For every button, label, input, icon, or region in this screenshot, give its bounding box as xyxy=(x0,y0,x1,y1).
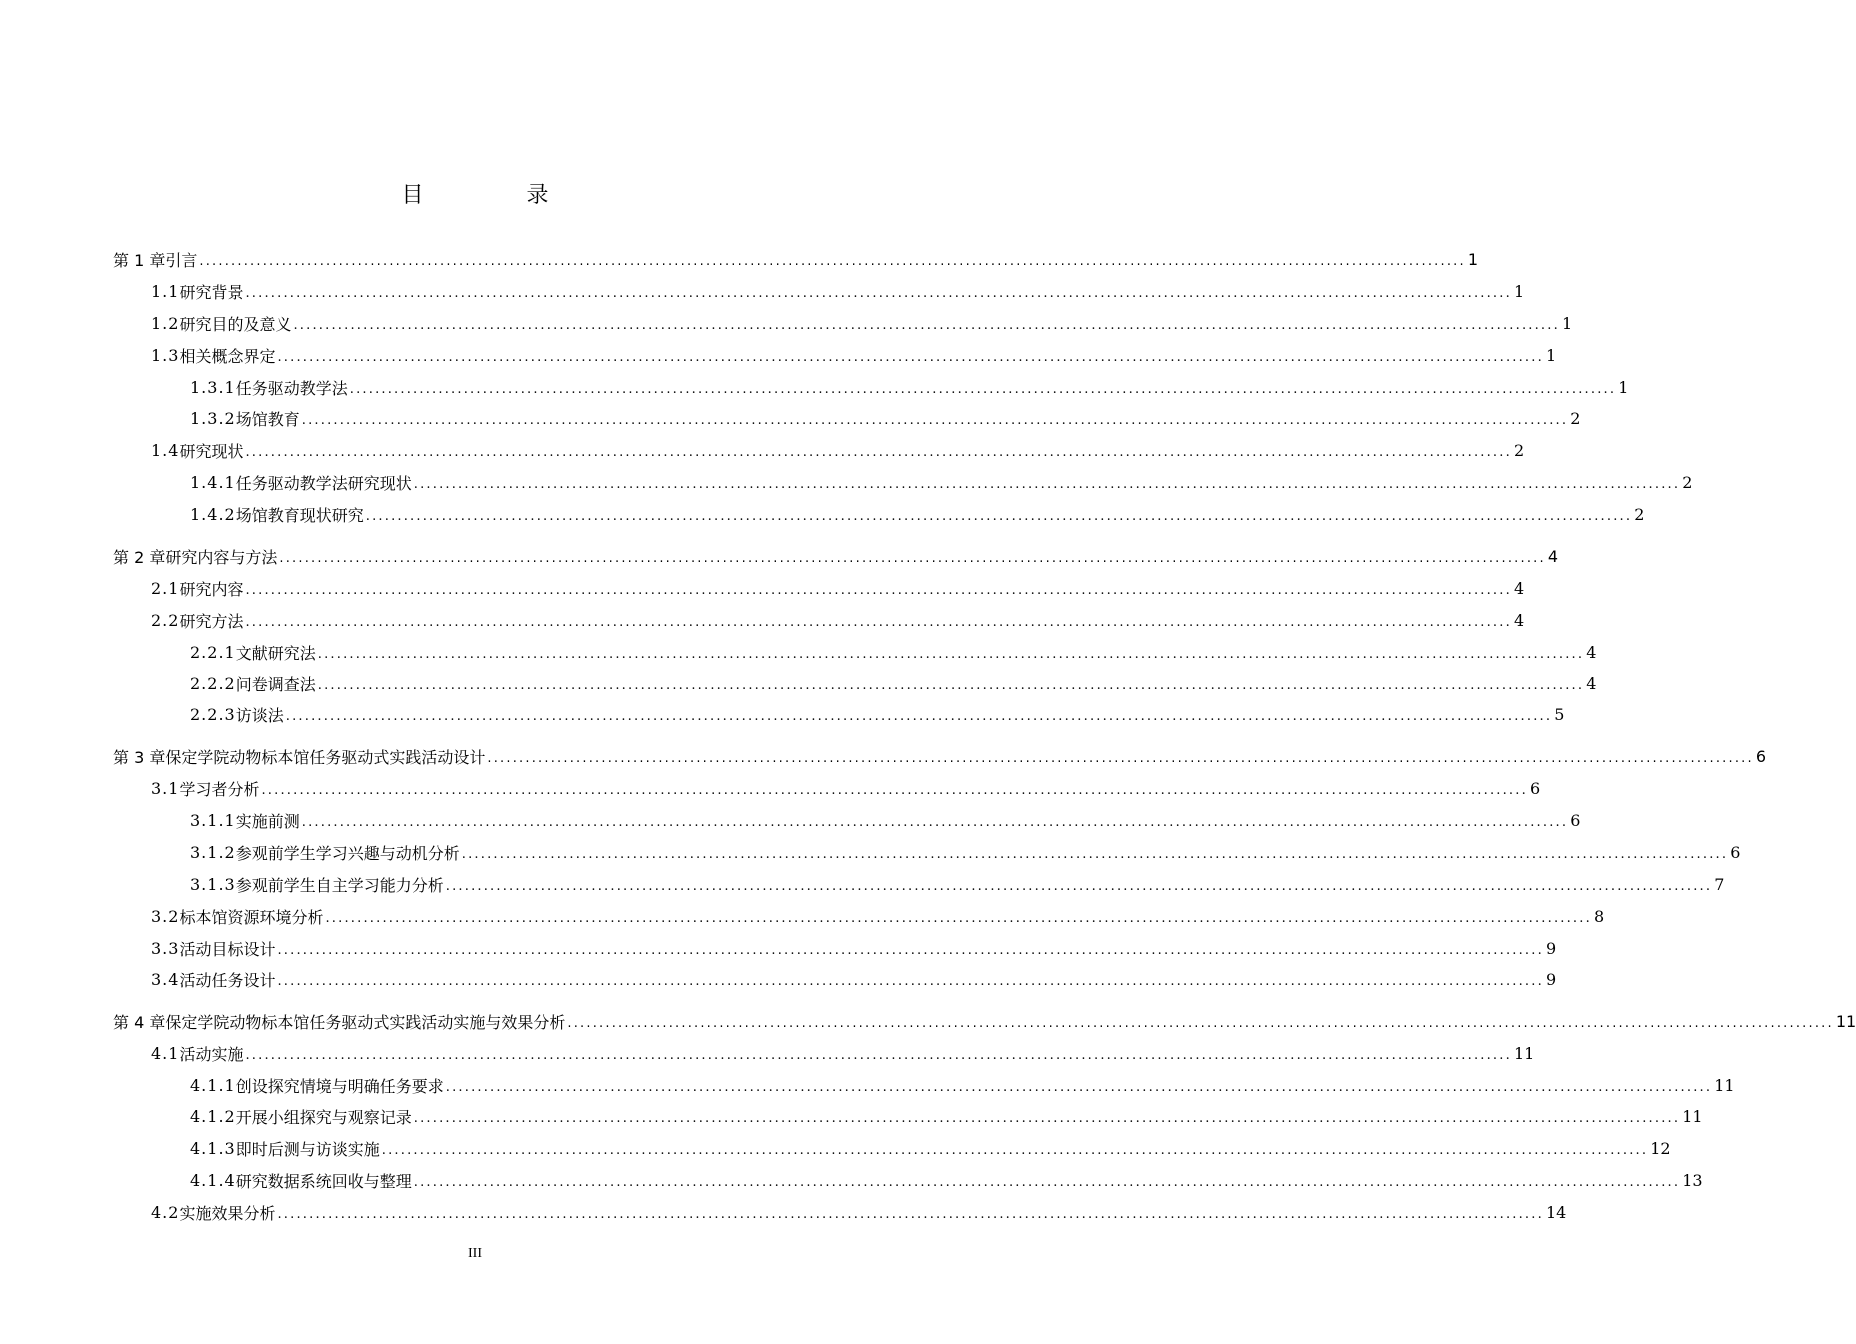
toc-entry-number: 3.4 xyxy=(151,969,180,989)
toc-entry-number: 1.4.1 xyxy=(190,472,236,492)
toc-entry-title: 研究背景 xyxy=(179,282,244,302)
toc-entry-title: 学习者分析 xyxy=(179,779,260,799)
toc-entry-page: 6 xyxy=(1755,746,1767,766)
toc-entry[interactable] xyxy=(190,469,1693,495)
toc-leader-dots: ........................................................................................................................................................................................................ xyxy=(413,476,1681,492)
toc-entry-page: 11 xyxy=(1714,1075,1735,1095)
toc-entry-page: 1 xyxy=(1618,377,1629,397)
toc-entry-page: 1 xyxy=(1545,345,1557,365)
toc-entry[interactable] xyxy=(190,405,1581,431)
toc-entry-title: 参观前学生学习兴趣与动机分析 xyxy=(235,843,460,863)
toc-leader-dots: ........................................................................................................................................................................................................ xyxy=(277,1206,1544,1222)
toc-entry[interactable] xyxy=(113,246,1479,272)
toc-leader-dots: ........................................................................................................................................................................................................ xyxy=(293,317,1560,333)
toc-entry[interactable] xyxy=(190,807,1581,833)
toc-entry[interactable] xyxy=(190,701,1565,727)
toc-leader-dots: ........................................................................................................................................................................................................ xyxy=(277,349,1544,365)
toc-entry[interactable] xyxy=(151,342,1557,368)
toc-entry-number: 第 2 章 xyxy=(113,547,166,567)
toc-entry-page: 6 xyxy=(1529,778,1541,798)
toc-leader-dots: ........................................................................................................................................................................................................ xyxy=(365,508,1633,524)
toc-entry-number: 1.1 xyxy=(151,281,180,301)
toc-entry-number: 3.1.1 xyxy=(190,810,236,830)
toc-entry-number: 1.2 xyxy=(151,313,180,333)
toc-entry[interactable] xyxy=(151,966,1557,992)
toc-entry[interactable] xyxy=(190,670,1597,696)
toc-entry-page: 9 xyxy=(1545,938,1557,958)
toc-entry-title: 场馆教育 xyxy=(235,409,300,429)
toc-leader-dots: ........................................................................................................................................................................................................ xyxy=(461,846,1729,862)
toc-leader-dots: ........................................................................................................................................................................................................ xyxy=(245,1047,1512,1063)
toc-entry-title: 实施前测 xyxy=(235,811,300,831)
toc-entry[interactable] xyxy=(113,1008,1856,1034)
toc-leader-dots: ........................................................................................................................................................................................................ xyxy=(245,614,1512,630)
toc-entry-number: 4.1.1 xyxy=(190,1075,236,1095)
toc-leader-dots: ........................................................................................................................................................................................................ xyxy=(445,1079,1713,1095)
toc-leader-dots: ........................................................................................................................................................................................................ xyxy=(301,814,1569,830)
toc-entry[interactable] xyxy=(151,437,1525,463)
toc-entry-title: 问卷调查法 xyxy=(235,674,316,694)
toc-entry[interactable] xyxy=(190,1135,1671,1161)
toc-entry-title: 活动目标设计 xyxy=(179,939,276,959)
toc-entry-title: 任务驱动教学法研究现状 xyxy=(235,473,412,493)
toc-entry-number: 4.1 xyxy=(151,1043,180,1063)
toc-entry[interactable] xyxy=(190,374,1629,400)
toc-entry-title: 引言 xyxy=(165,250,198,270)
toc-entry-number: 4.1.4 xyxy=(190,1170,236,1190)
toc-entry-title: 场馆教育现状研究 xyxy=(235,505,364,525)
toc-leader-dots: ........................................................................................................................................................................................................ xyxy=(567,1015,1834,1031)
toc-entry-page: 4 xyxy=(1586,642,1597,662)
toc-entry[interactable] xyxy=(151,903,1605,929)
toc-entry-title: 研究数据系统回收与整理 xyxy=(235,1171,412,1191)
toc-entry-number: 1.3 xyxy=(151,345,180,365)
toc-entry-title: 即时后测与访谈实施 xyxy=(235,1139,380,1159)
toc-entry-page: 1 xyxy=(1467,249,1479,269)
toc-entry-page: 2 xyxy=(1570,408,1581,428)
toc-entry[interactable] xyxy=(151,607,1525,633)
toc-entry-page: 4 xyxy=(1513,610,1525,630)
toc-entry-title: 标本馆资源环境分析 xyxy=(179,907,324,927)
toc-entry-page: 4 xyxy=(1547,546,1559,566)
toc-entry-title: 文献研究法 xyxy=(235,643,316,663)
toc-entry-number: 3.3 xyxy=(151,938,180,958)
toc-entry-title: 研究方法 xyxy=(179,611,244,631)
toc-entry[interactable] xyxy=(151,278,1525,304)
toc-entry-page: 11 xyxy=(1682,1106,1703,1126)
toc-entry-number: 4.1.2 xyxy=(190,1106,236,1126)
toc-entry[interactable] xyxy=(190,501,1645,527)
toc-entry[interactable] xyxy=(151,310,1573,336)
toc-leader-dots: ........................................................................................................................................................................................................ xyxy=(413,1174,1681,1190)
toc-entry-page: 1 xyxy=(1561,313,1573,333)
toc-entry-page: 4 xyxy=(1513,578,1525,598)
toc-entry-title: 活动任务设计 xyxy=(179,970,276,990)
toc-entry[interactable] xyxy=(190,1072,1735,1098)
toc-leader-dots: ........................................................................................................................................................................................................ xyxy=(445,878,1713,894)
toc-entry-number: 1.4 xyxy=(151,440,180,460)
toc-entry-page: 2 xyxy=(1634,504,1645,524)
toc-entry-title: 创设探究情境与明确任务要求 xyxy=(235,1076,444,1096)
toc-entry-number: 3.1 xyxy=(151,778,180,798)
toc-entry-page: 5 xyxy=(1554,704,1565,724)
toc-entry-title: 任务驱动教学法 xyxy=(235,378,348,398)
toc-leader-dots: ........................................................................................................................................................................................................ xyxy=(317,677,1585,693)
toc-entry-page: 13 xyxy=(1682,1170,1703,1190)
toc-entry-title: 保定学院动物标本馆任务驱动式实践活动实施与效果分析 xyxy=(165,1012,566,1032)
toc-leader-dots: ........................................................................................................................................................................................................ xyxy=(245,582,1512,598)
toc-entry[interactable] xyxy=(151,775,1541,801)
toc-leader-dots: ........................................................................................................................................................................................................ xyxy=(199,253,1466,269)
toc-leader-dots: ........................................................................................................................................................................................................ xyxy=(413,1110,1681,1126)
toc-entry-page: 11 xyxy=(1513,1043,1535,1063)
toc-entry[interactable] xyxy=(190,639,1597,665)
toc-leader-dots: ........................................................................................................................................................................................................ xyxy=(277,973,1544,989)
toc-entry-page: 2 xyxy=(1682,472,1693,492)
toc-entry-page: 11 xyxy=(1835,1011,1856,1031)
toc-entry-title: 开展小组探究与观察记录 xyxy=(235,1107,412,1127)
toc-entry-number: 1.3.1 xyxy=(190,377,236,397)
toc-leader-dots: ........................................................................................................................................................................................................ xyxy=(245,285,1512,301)
toc-leader-dots: ........................................................................................................................................................................................................ xyxy=(245,444,1512,460)
toc-entry-number: 2.2.1 xyxy=(190,642,236,662)
toc-entry-page: 6 xyxy=(1730,842,1741,862)
toc-entry[interactable] xyxy=(113,743,1767,769)
toc-entry-page: 14 xyxy=(1545,1202,1567,1222)
toc-entry[interactable] xyxy=(190,871,1725,897)
toc-entry-number: 第 1 章 xyxy=(113,250,166,270)
toc-entry-number: 1.3.2 xyxy=(190,408,236,428)
toc-entry-page: 12 xyxy=(1650,1138,1671,1158)
page-number: III xyxy=(468,1246,482,1261)
toc-leader-dots: ........................................................................................................................................................................................................ xyxy=(487,750,1754,766)
toc-entry-number: 2.2.2 xyxy=(190,673,236,693)
toc-entry-page: 4 xyxy=(1586,673,1597,693)
toc-title: 目 录 xyxy=(401,183,597,208)
toc-entry-page: 9 xyxy=(1545,969,1557,989)
toc-leader-dots: ........................................................................................................................................................................................................ xyxy=(279,550,1546,566)
toc-entry[interactable] xyxy=(151,935,1557,961)
toc-entry-number: 3.2 xyxy=(151,906,180,926)
toc-entry-number: 2.2 xyxy=(151,610,180,630)
toc-entry-title: 访谈法 xyxy=(235,705,284,725)
toc-entry-title: 研究内容 xyxy=(179,579,244,599)
toc-leader-dots: ........................................................................................................................................................................................................ xyxy=(349,381,1617,397)
toc-entry[interactable] xyxy=(190,1167,1703,1193)
toc-entry-number: 4.2 xyxy=(151,1202,180,1222)
toc-entry-number: 3.1.3 xyxy=(190,874,236,894)
toc-leader-dots: ........................................................................................................................................................................................................ xyxy=(325,910,1592,926)
toc-entry-page: 8 xyxy=(1593,906,1605,926)
toc-entry-title: 研究现状 xyxy=(179,441,244,461)
toc-entry-number: 2.2.3 xyxy=(190,704,236,724)
toc-entry[interactable] xyxy=(113,543,1559,569)
toc-leader-dots: ........................................................................................................................................................................................................ xyxy=(301,412,1569,428)
toc-entry[interactable] xyxy=(190,1103,1703,1129)
toc-entry-number: 第 3 章 xyxy=(113,747,166,767)
toc-entry-number: 1.4.2 xyxy=(190,504,236,524)
toc-leader-dots: ........................................................................................................................................................................................................ xyxy=(381,1142,1649,1158)
toc-entry-number: 3.1.2 xyxy=(190,842,236,862)
toc-entry-title: 实施效果分析 xyxy=(179,1203,276,1223)
toc-entry[interactable] xyxy=(151,1040,1535,1066)
toc-entry-page: 1 xyxy=(1513,281,1525,301)
toc-entry-page: 7 xyxy=(1714,874,1725,894)
toc-entry-page: 6 xyxy=(1570,810,1581,830)
toc-entry-page: 2 xyxy=(1513,440,1525,460)
toc-entry-title: 保定学院动物标本馆任务驱动式实践活动设计 xyxy=(165,747,486,767)
toc-leader-dots: ........................................................................................................................................................................................................ xyxy=(261,782,1528,798)
toc-entry-title: 研究内容与方法 xyxy=(165,547,278,567)
toc-entry[interactable] xyxy=(151,1199,1567,1225)
toc-entry-number: 2.1 xyxy=(151,578,180,598)
toc-entry-title: 相关概念界定 xyxy=(179,346,276,366)
toc-leader-dots: ........................................................................................................................................................................................................ xyxy=(317,646,1585,662)
toc-leader-dots: ........................................................................................................................................................................................................ xyxy=(285,708,1553,724)
toc-entry-title: 活动实施 xyxy=(179,1044,244,1064)
toc-entry-title: 参观前学生自主学习能力分析 xyxy=(235,875,444,895)
toc-entry[interactable] xyxy=(190,839,1741,865)
toc-entry-title: 研究目的及意义 xyxy=(179,314,292,334)
toc-entry-number: 第 4 章 xyxy=(113,1012,166,1032)
toc-entry[interactable] xyxy=(151,575,1525,601)
toc-leader-dots: ........................................................................................................................................................................................................ xyxy=(277,942,1544,958)
toc-entry-number: 4.1.3 xyxy=(190,1138,236,1158)
